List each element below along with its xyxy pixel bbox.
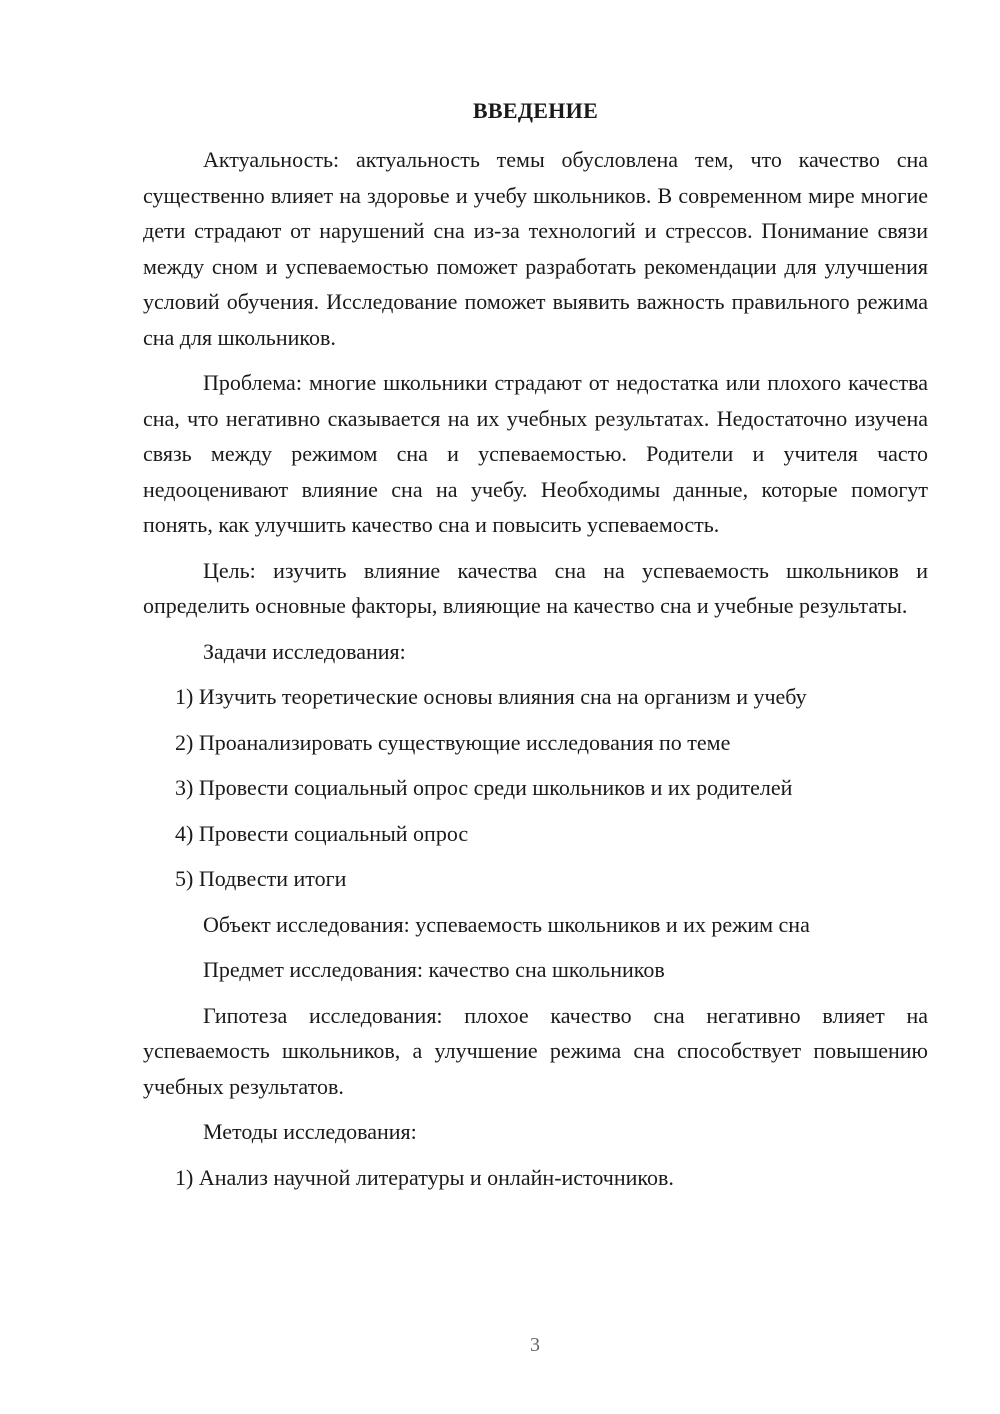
task-item-3: 3) Провести социальный опрос среди школьников и их родителей — [175, 775, 793, 800]
problem-paragraph: Проблема: многие школьники страдают от недостатка или плохого качества сна, что негативно сказывается на их учебных результатах. Недостаточно изучена связь между режимом сна и успеваемостью. Родители и учителя часто недооценивают влияние сна на учебу. Необходимы данные, которые помогут понять, как улучшить качество сна и повысить успеваемость. — [143, 370, 928, 537]
research-subject: Предмет исследования: качество сна школьников — [203, 957, 665, 982]
method-item-1: 1) Анализ научной литературы и онлайн-источников. — [175, 1164, 674, 1190]
page-title: ВВЕДЕНИЕ — [472, 98, 599, 123]
task-item-1: 1) Изучить теоретические основы влияния сна на организм и учебу — [175, 684, 807, 709]
task-item-5: 5) Подвести итоги — [175, 866, 347, 891]
relevance-paragraph: Актуальность: актуальность темы обусловлена тем, что качество сна существенно влияет на здоровье и учебу школьников. В современном мире многие дети страдают от нарушений сна из-за технологий и стрессов. Понимание связи между сном и успеваемостью поможет разработать рекомендации для улучшения условий обучения. Исследование поможет выявить важность правильного режима сна для школьников. — [143, 147, 928, 350]
page-number: 3 — [530, 1334, 540, 1356]
task-item-4: 4) Провести социальный опрос — [175, 820, 469, 846]
document-body — [143, 142, 928, 1195]
research-object: Объект исследования: успеваемость школьников и их режим сна — [203, 911, 810, 937]
hypothesis-paragraph: Гипотеза исследования: плохое качество сна негативно влияет на успеваемость школьников, а улучшение режима сна способствует повышению учебных результатов. — [143, 1002, 928, 1099]
task-item-2: 2) Проанализировать существующие исследования по теме — [175, 729, 731, 755]
tasks-heading: Задачи исследования: — [203, 638, 406, 664]
methods-heading: Методы исследования: — [203, 1119, 417, 1144]
goal-paragraph: Цель: изучить влияние качества сна на успеваемость школьников и определить основные факторы, влияющие на качество сна и учебные результаты. — [143, 557, 928, 618]
